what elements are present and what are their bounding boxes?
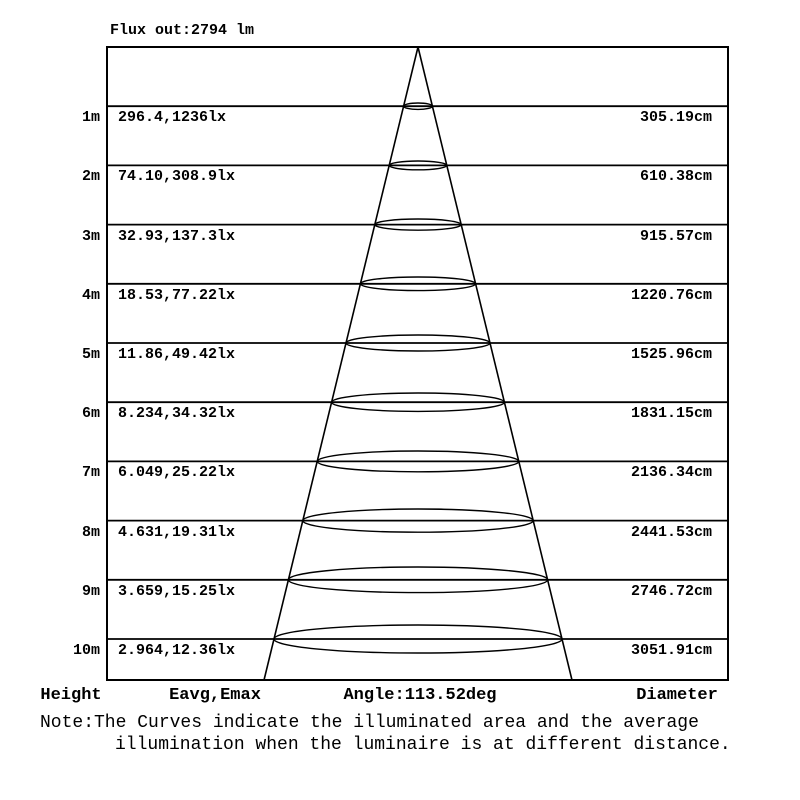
- eavg-emax-value-3m: 32.93,137.3lx: [118, 227, 236, 245]
- height-value-3m: 3m: [81, 227, 100, 245]
- diameter-value-3m: 915.57cm: [639, 227, 712, 245]
- height-value-6m: 6m: [81, 405, 100, 423]
- height-value-7m: 7m: [81, 464, 100, 482]
- height-value-9m: 9m: [81, 582, 100, 600]
- eavg-emax-value-7m: 6.049,25.22lx: [118, 464, 236, 482]
- cone-left-edge: [264, 47, 418, 680]
- eavg-emax-column-label: Eavg,Emax: [169, 686, 261, 705]
- diameter-value-8m: 2441.53cm: [630, 523, 712, 541]
- eavg-emax-value-4m: 18.53,77.22lx: [118, 286, 236, 304]
- eavg-emax-value-2m: 74.10,308.9lx: [118, 168, 236, 186]
- diameter-value-7m: 2136.34cm: [630, 464, 712, 482]
- eavg-emax-value-1m: 296.4,1236lx: [118, 109, 227, 127]
- height-value-8m: 8m: [81, 523, 100, 541]
- note-line-1: Note:The Curves indicate the illuminated area and the average: [40, 713, 699, 733]
- diameter-value-9m: 2746.72cm: [630, 582, 712, 600]
- flux-output-label: Flux out:2794 lm: [110, 22, 255, 39]
- height-value-2m: 2m: [81, 168, 100, 186]
- eavg-emax-value-9m: 3.659,15.25lx: [118, 582, 236, 600]
- height-value-4m: 4m: [81, 286, 100, 304]
- diameter-value-4m: 1220.76cm: [630, 286, 712, 304]
- eavg-emax-value-5m: 11.86,49.42lx: [118, 346, 236, 363]
- eavg-emax-value-6m: 8.234,34.32lx: [118, 405, 236, 423]
- eavg-emax-value-10m: 2.964,12.36lx: [118, 642, 236, 659]
- diameter-value-5m: 1525.96cm: [630, 346, 712, 363]
- height-value-5m: 5m: [81, 346, 100, 363]
- diameter-column-label: Diameter: [636, 686, 718, 705]
- diameter-value-10m: 3051.91cm: [630, 642, 712, 659]
- eavg-emax-value-8m: 4.631,19.31lx: [118, 523, 236, 541]
- beam-angle-label: Angle:113.52deg: [343, 686, 497, 705]
- note-line-2: illumination when the luminaire is at different distance.: [115, 735, 731, 755]
- height-value-1m: 1m: [81, 109, 100, 127]
- diameter-value-6m: 1831.15cm: [630, 405, 712, 423]
- diameter-value-1m: 305.19cm: [639, 109, 712, 127]
- height-column-label: Height: [40, 686, 102, 705]
- diameter-value-2m: 610.38cm: [639, 168, 712, 186]
- height-value-10m: 10m: [72, 642, 100, 659]
